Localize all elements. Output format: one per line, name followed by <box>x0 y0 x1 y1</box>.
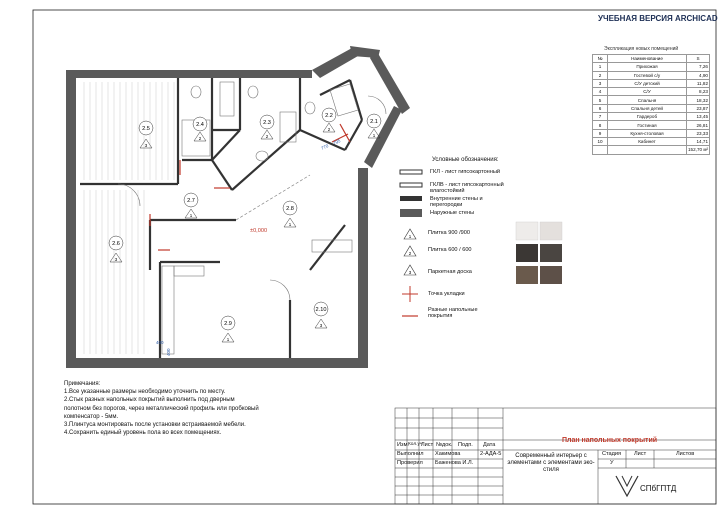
room-marker <box>221 316 235 342</box>
tb-role-author: Выполнил <box>397 451 424 457</box>
svg-text:2.7: 2.7 <box>187 198 195 204</box>
svg-text:2.9: 2.9 <box>224 321 232 327</box>
room-marker <box>314 302 328 328</box>
svg-text:2.5: 2.5 <box>142 126 150 132</box>
tb-role-checker: Проверил <box>397 460 423 466</box>
tb-header-date: Дата <box>483 442 496 448</box>
tb-header-izm: Изм. <box>397 442 409 448</box>
watermark: УЧЕБНАЯ ВЕРСИЯ ARCHICAD <box>598 14 718 23</box>
svg-text:1: 1 <box>226 337 230 342</box>
legend-gklv: ГКЛВ - лист гипсокартонный влагостойкий <box>430 182 504 195</box>
tb-header-kolych: Кол.уч <box>408 442 423 447</box>
table-row: 10 Кабинет 14,71 <box>593 137 710 145</box>
note-line: 2.Стык разных напольных покрытий выполнить под дверным <box>64 397 235 404</box>
tb-name-checker: Баженова И.Л. <box>435 460 474 466</box>
exterior-walls <box>66 46 410 368</box>
legend-symbols <box>400 170 422 316</box>
room-marker <box>193 117 207 141</box>
header-name: Наименование <box>608 55 687 63</box>
svg-text:3: 3 <box>144 143 148 148</box>
svg-text:2.2: 2.2 <box>325 113 333 119</box>
svg-text:1: 1 <box>189 213 193 218</box>
svg-text:3: 3 <box>319 323 323 328</box>
room-marker <box>109 236 123 262</box>
legend-external-walls: Наружные стены <box>430 210 475 216</box>
note-line: полотном без порогов, через металлический профиль или пробковый <box>64 405 259 412</box>
svg-text:3: 3 <box>114 257 118 262</box>
notes <box>64 380 259 437</box>
svg-text:2.8: 2.8 <box>286 206 294 212</box>
legend-gkl: ГКЛ - лист гипсокартонный <box>430 169 500 175</box>
dim-b: 795 <box>332 138 342 146</box>
header-area: S <box>687 55 710 63</box>
svg-text:2.1: 2.1 <box>370 119 378 125</box>
level-mark: ±0,000 <box>250 228 268 234</box>
note-line: 4.Сохранить единый уровень пола во всех помещениях. <box>64 430 222 437</box>
legend-tile-600: Плитка 600 / 600 <box>428 247 472 253</box>
svg-text:3: 3 <box>408 270 412 275</box>
tb-header-podp: Подп. <box>458 442 473 448</box>
tb-col-stage: Стадия <box>602 451 622 457</box>
room-marker <box>283 201 297 227</box>
svg-text:1: 1 <box>288 222 292 227</box>
table-row: 4 С/У 8,23 <box>593 88 710 96</box>
svg-text:1: 1 <box>408 234 412 239</box>
dim-d: 400 <box>166 348 171 356</box>
tb-col-sheets: Листов <box>676 451 695 457</box>
table-row: 7 Гардероб 13,45 <box>593 113 710 121</box>
fixtures <box>118 82 386 354</box>
tb-header-ndoc: №док. <box>436 442 453 448</box>
svg-text:2: 2 <box>327 127 331 132</box>
dim-a: 770 <box>320 143 330 151</box>
svg-text:2.6: 2.6 <box>112 241 120 247</box>
table-row: 1 Прихожая 7,26 <box>593 63 710 71</box>
tb-stage-value: У <box>610 460 614 466</box>
legend-title: Условные обозначения: <box>432 157 499 163</box>
legend-laying-point: Точка укладки <box>428 291 465 297</box>
legend-internal-walls: Внутренние стены и перегородки <box>430 196 483 209</box>
dim-c: 400 <box>156 340 164 345</box>
table-row: 5 Спальня 18,32 <box>593 96 710 104</box>
room-marker <box>322 108 336 132</box>
table-total-row <box>593 146 710 154</box>
material-swatches <box>516 222 562 284</box>
total-area: 152,70 м² <box>688 147 709 153</box>
note-line: 1.Все указанные размеры необходимо уточнить по месту. <box>64 389 226 396</box>
room-marker <box>184 193 198 218</box>
organization: СПбГПТД <box>640 484 677 493</box>
svg-text:1: 1 <box>372 133 376 138</box>
table-row: 6 Спальня детей 23,87 <box>593 104 710 112</box>
table-row: 8 Гостиная 26,81 <box>593 121 710 129</box>
svg-text:2: 2 <box>408 251 412 256</box>
svg-text:2: 2 <box>198 136 202 141</box>
explication-title: Экспликация новых помещений <box>604 46 679 52</box>
tb-name-author: Хакимова <box>435 451 461 457</box>
table-header-row <box>593 55 710 63</box>
note-line: компенсатор - 5мм. <box>64 413 119 420</box>
project-title: Современный интерьер с элементами с элементами эко-стиля <box>507 453 595 473</box>
table-row: 2 Гостевой с/у 4,90 <box>593 71 710 79</box>
explication-table <box>592 54 710 155</box>
layout-line <box>236 175 310 220</box>
university-logo <box>612 474 642 498</box>
notes-title: Примечания: <box>64 381 101 387</box>
drawing-title: План напольных покрытий <box>562 437 658 444</box>
svg-text:2.3: 2.3 <box>263 120 271 126</box>
tb-col-sheet: Лист <box>634 451 647 457</box>
room-marker <box>139 121 153 148</box>
header-no: № <box>593 55 608 63</box>
svg-text:2.4: 2.4 <box>196 122 204 128</box>
room-marker <box>260 115 274 139</box>
table-row: 3 С/У детский 11,82 <box>593 79 710 87</box>
legend-parquet: Паркетная доска <box>428 269 472 275</box>
svg-text:2: 2 <box>265 134 269 139</box>
legend-different-flooring: Разные напольные покрытия <box>428 307 478 320</box>
legend-tile-900: Плитка 900 /900 <box>428 230 470 236</box>
table-row: 9 Кухня-столовая 23,33 <box>593 129 710 137</box>
note-line: 3.Плинтуса монтировать после установки встраиваемой мебели. <box>64 422 246 429</box>
tb-doc-code: 2-АДА-5 <box>480 451 502 457</box>
svg-text:2.10: 2.10 <box>315 307 327 313</box>
tb-header-list: Лист <box>421 442 434 448</box>
